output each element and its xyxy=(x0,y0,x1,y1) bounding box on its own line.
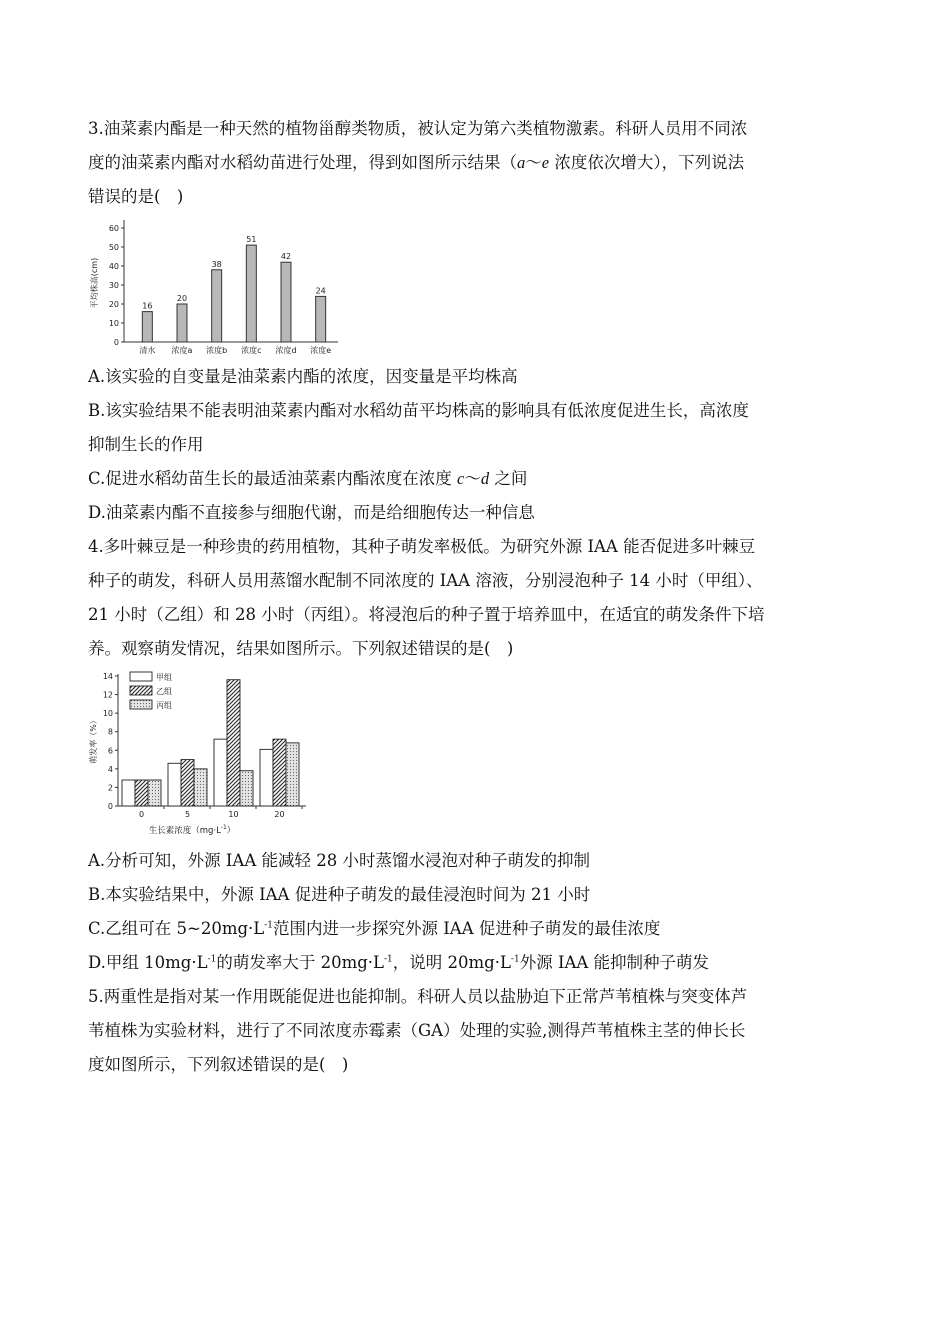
y-axis-title: 萌发率（%） xyxy=(89,716,98,764)
q3-var-e: e xyxy=(541,153,550,172)
q4-stem-line2: 种子的萌发，科研人员用蒸馏水配制不同浓度的 IAA 溶液，分别浸泡种子 14 小时（甲组）、 xyxy=(88,571,763,590)
bar-3-1 xyxy=(273,739,286,806)
bar-5 xyxy=(316,296,326,342)
bar-value-label: 24 xyxy=(315,286,326,296)
q4-option-d: D.甲组 $10mg\cdot L^{-1}$的萌发率大于 $20mg\cdot L^{-1}$，说明 $20mg\cdot L^{-1}$外源 IAA 能抑制种子萌发 xyxy=(88,953,710,972)
y-tick-label: 0 xyxy=(113,338,119,347)
y-tick-label: 60 xyxy=(108,224,119,233)
document-page xyxy=(88,112,878,1082)
legend-swatch-2 xyxy=(130,700,152,709)
legend-label: 甲组 xyxy=(156,673,172,682)
bar-0 xyxy=(142,312,152,342)
q3-option-b-line1: B.该实验结果不能表明油菜素内酯对水稻幼苗平均株高的影响具有低浓度促进生长，高浓度 xyxy=(88,401,749,420)
x-tick-label: 浓度e xyxy=(310,346,332,355)
legend-swatch-0 xyxy=(130,672,152,681)
q3-option-d: D.油菜素内酯不直接参与细胞代谢，而是给细胞传达一种信息 xyxy=(88,503,535,522)
x-axis-title-sup: -1 xyxy=(220,824,227,831)
x-axis-title-main: 生长素浓度（mg·L xyxy=(148,826,221,836)
y-tick-label: 10 xyxy=(102,709,113,719)
y-tick-label: 20 xyxy=(108,300,119,309)
bar-value-label: 16 xyxy=(142,301,153,311)
y-tick-label: 12 xyxy=(102,690,113,700)
x-tick-label: 浓度c xyxy=(241,346,262,355)
bar-3-0 xyxy=(260,749,273,806)
q3-var-a: a xyxy=(517,153,526,172)
bar-value-label: 51 xyxy=(246,235,257,245)
bar-1 xyxy=(177,304,187,342)
x-axis-title xyxy=(149,824,236,836)
q3-option-a: A.该实验的自变量是油菜素内酯的浓度，因变量是平均株高 xyxy=(88,367,518,386)
bar-1-1 xyxy=(181,760,194,806)
q3-stem-line1: 3.油菜素内酯是一种天然的植物甾醇类物质，被认定为第六类植物激素。科研人员用不同浓 xyxy=(88,119,748,138)
bar-2 xyxy=(212,270,222,342)
legend-swatch-1 xyxy=(130,686,152,695)
q4-option-c: C.乙组可在 $5\sim 20mg\cdot L^{-1}$范围内进一步探究外源 IAA 促进种子萌发的最佳浓度 xyxy=(88,919,661,938)
y-tick-label: 14 xyxy=(102,672,113,681)
x-tick-label: 10 xyxy=(228,810,239,819)
germination-rate-bar-chart xyxy=(88,666,328,844)
bar-3 xyxy=(246,245,256,342)
x-tick-label: 5 xyxy=(184,810,191,819)
bar-1-0 xyxy=(168,763,181,806)
plant-height-bar-chart xyxy=(88,214,348,360)
bar-3-2 xyxy=(286,743,299,806)
x-tick-label: 20 xyxy=(274,810,285,819)
y-tick-label: 10 xyxy=(108,319,119,328)
bar-2-1 xyxy=(227,680,240,806)
y-tick-label: 4 xyxy=(107,764,113,774)
y-tick-label: 0 xyxy=(107,802,113,811)
q4-stem-line3: 21 小时（乙组）和 28 小时（丙组）。将浸泡后的种子置于培养皿中，在适宜的萌发条件下培 xyxy=(88,605,765,624)
y-tick-label: 40 xyxy=(108,262,119,271)
x-tick-label: 清水 xyxy=(139,346,156,355)
x-tick-label: 浓度a xyxy=(171,346,193,355)
bar-4 xyxy=(281,262,291,342)
x-axis-title-end: ） xyxy=(226,826,236,836)
bar-0-2 xyxy=(148,780,161,806)
y-tick-label: 30 xyxy=(108,281,119,290)
q4-option-a: A.分析可知，外源 IAA 能减轻 28 小时蒸馏水浸泡对种子萌发的抑制 xyxy=(88,851,590,870)
q3-option-b-line2: 抑制生长的作用 xyxy=(88,435,204,454)
bar-value-label: 20 xyxy=(176,294,188,303)
q4-stem-line1: 4.多叶棘豆是一种珍贵的药用植物，其种子萌发率极低。为研究外源 IAA 能否促进多叶棘豆 xyxy=(88,537,756,556)
bar-1-2 xyxy=(194,769,207,806)
bar-value-label: 42 xyxy=(280,252,292,262)
y-tick-label: 50 xyxy=(108,243,119,252)
x-tick-label: 0 xyxy=(138,810,145,819)
q5-stem-line2: 苇植株为实验材料，进行了不同浓度赤霉素（GA）处理的实验,测得芦苇植株主茎的伸长长 xyxy=(88,1021,746,1040)
y-tick-label: 6 xyxy=(107,746,113,756)
bar-0-1 xyxy=(135,780,148,806)
q4-stem-line4: 养。观察萌发情况，结果如图所示。下列叙述错误的是( ) xyxy=(88,639,514,658)
q3-option-c: C.促进水稻幼苗生长的最适油菜素内酯浓度在浓度 c～d 之间 xyxy=(88,469,528,488)
bar-value-label: 38 xyxy=(211,259,222,269)
bar-2-0 xyxy=(214,739,227,806)
q3-stem-line3: 错误的是( ) xyxy=(88,187,184,206)
q3-stem-line2: 度的油菜素内酯对水稻幼苗进行处理，得到如图所示结果（a～e 浓度依次增大），下列说法 xyxy=(88,153,745,172)
y-tick-label: 2 xyxy=(107,783,113,793)
q5-stem-line1: 5.两重性是指对某一作用既能促进也能抑制。科研人员以盐胁迫下正常芦苇植株与突变体芦 xyxy=(88,987,748,1006)
legend-label: 乙组 xyxy=(156,687,172,696)
bar-2-2 xyxy=(240,771,253,806)
y-axis-title: 平均株高(cm) xyxy=(90,257,99,309)
x-tick-label: 浓度b xyxy=(206,346,228,355)
legend-label: 丙组 xyxy=(156,701,172,710)
q4-option-b: B.本实验结果中，外源 IAA 促进种子萌发的最佳浸泡时间为 21 小时 xyxy=(88,885,591,904)
y-tick-label: 8 xyxy=(107,727,113,737)
q5-stem-line3: 度如图所示，下列叙述错误的是( ) xyxy=(88,1055,349,1074)
x-tick-label: 浓度d xyxy=(275,346,297,355)
bar-0-0 xyxy=(122,780,135,806)
